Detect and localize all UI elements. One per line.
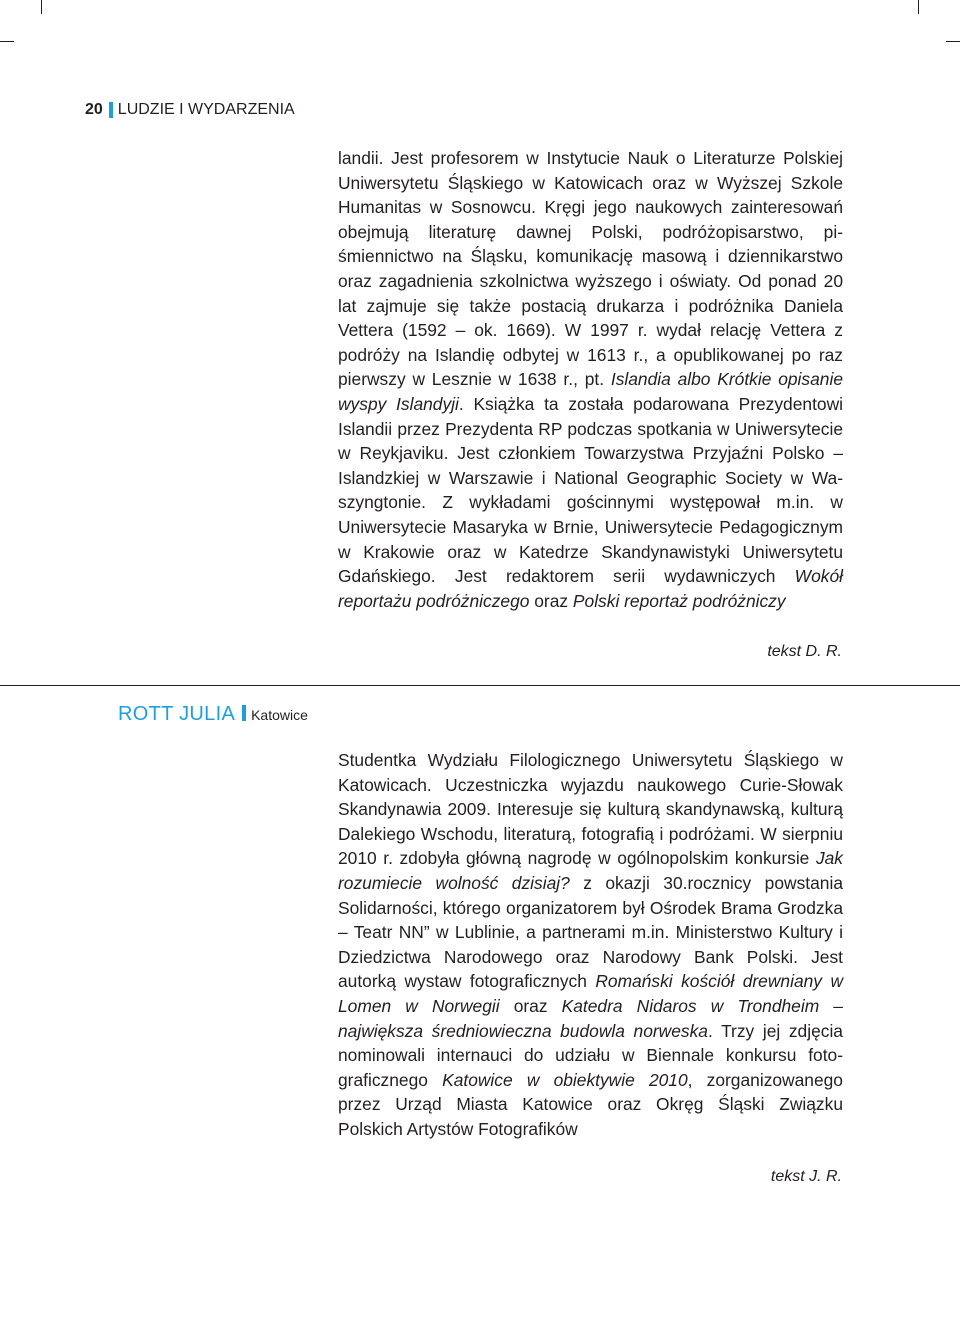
crop-mark bbox=[41, 0, 42, 14]
series-title: Polski reportaż podróżniczy bbox=[572, 590, 786, 611]
crop-mark bbox=[0, 41, 14, 42]
text-run: oraz bbox=[499, 995, 562, 1016]
section-title: LUDZIE I WYDARZENIA bbox=[117, 101, 295, 118]
text-run: , zorganizowanego przez Urząd Miasta Katowice oraz Okręg Śląski Związku Polskich Artystów Fotografików bbox=[338, 1069, 843, 1139]
header-divider-bar bbox=[109, 102, 113, 118]
author-signature-1: tekst D. R. bbox=[767, 643, 842, 660]
author-signature-2: tekst J. R. bbox=[770, 1168, 842, 1185]
heading-divider-bar bbox=[242, 705, 246, 721]
biography-paragraph bbox=[338, 146, 843, 613]
text-run: . Książka ta została podarowana Prezydentowi Islandii przez Prezydenta RP podczas spotkania w Uniwersytecie w Reykjaviku. Jest członkiem Towarzystwa Przyjaźni Polsko – Islandzkiej w Warszawie i National Geographic Society w Waszyngtonie. Z wykładami gościnnymi występował m.in. w Uniwersytecie Masaryka w Brnie, Uniwersytecie Pedagogicznym w Krakowie oraz w Katedrze Skandynawistyki Uniwersytetu Gdańskiego. Jest redaktorem serii wydawniczych bbox=[338, 393, 844, 587]
section-divider bbox=[0, 685, 960, 686]
exhibition-title: Romański kościół drewniany w Lomen w Norwegii bbox=[338, 971, 843, 1016]
text-run: z okazji 30.rocznicy powstania Solidarności, którego organizatorem był Ośrodek Brama Grodzka – Teatr NN” w Lublinie, a partnerami m.in. Ministerstwo Kultury i Dziedzictwa Narodowego oraz Narodowy Bank Polski. Jest autorką wystaw fotograficznych bbox=[338, 872, 843, 992]
page-number: 20 bbox=[85, 101, 103, 118]
person-heading bbox=[118, 703, 308, 726]
exhibition-title: Katedra Nidaros w Trondheim – największa średniowieczna budowla norweska bbox=[338, 995, 843, 1041]
text-run: oraz bbox=[529, 590, 573, 611]
crop-mark bbox=[918, 0, 919, 14]
contest-title: Jak rozumiecie wolność dzisiaj? bbox=[338, 848, 843, 893]
biography-paragraph bbox=[338, 748, 843, 1142]
book-title: Islandia albo Krótkie opisanie wyspy Islandyji bbox=[338, 369, 843, 414]
biography-text-1 bbox=[338, 146, 843, 613]
text-run: . Trzy jej zdjęcia nominowali internauci do udziału w Biennale konkursu fotograficznego bbox=[338, 1020, 843, 1090]
text-run: Studentka Wydziału Filologicznego Uniwersytetu Śląskiego w Katowicach. Uczestniczka wyjazdu naukowego Curie-Słowak Skandynawia 2009. Interesuje się kulturą skandynawską, kulturą Dalekiego Wschodu, literaturą, fotografią i podróżami. W sierpniu 2010 r. zdobyła główną nagrodę w ogólnopolskim konkursie bbox=[338, 750, 843, 869]
text-run: landii. Jest profesorem w Instytucie Nauk o Literaturze Polskiej Uniwersytetu Śląskiego w Katowicach oraz w Wyższej Szkole Humanitas w Sosnowcu. Kręgi jego naukowych zainteresowań obejmują literaturę dawnej Polski, podróżopisarstwo, piśmiennictwo na Śląsku, komunikację masową i dziennikarstwo oraz zagadnienia szkolnictwa wyższego i oświaty. Od ponad 20 lat zajmuje się także postacią drukarza i podróżnika Daniela Vettera (1592 – ok. 1669). W 1997 r. wydał relację Vettera z podróży na Islandię odbytej w 1613 r., a opublikowanej po raz pierwszy w Lesznie w 1638 r., pt. bbox=[338, 148, 843, 390]
biography-text-2 bbox=[338, 748, 843, 1142]
running-header bbox=[85, 101, 295, 119]
person-name: ROTT JULIA bbox=[118, 703, 236, 725]
series-title: Wokół reportażu podróżniczego bbox=[338, 566, 843, 611]
crop-mark bbox=[946, 41, 960, 42]
contest-title: Katowice w obiektywie 2010 bbox=[442, 1069, 688, 1090]
person-city: Katowice bbox=[251, 707, 308, 723]
